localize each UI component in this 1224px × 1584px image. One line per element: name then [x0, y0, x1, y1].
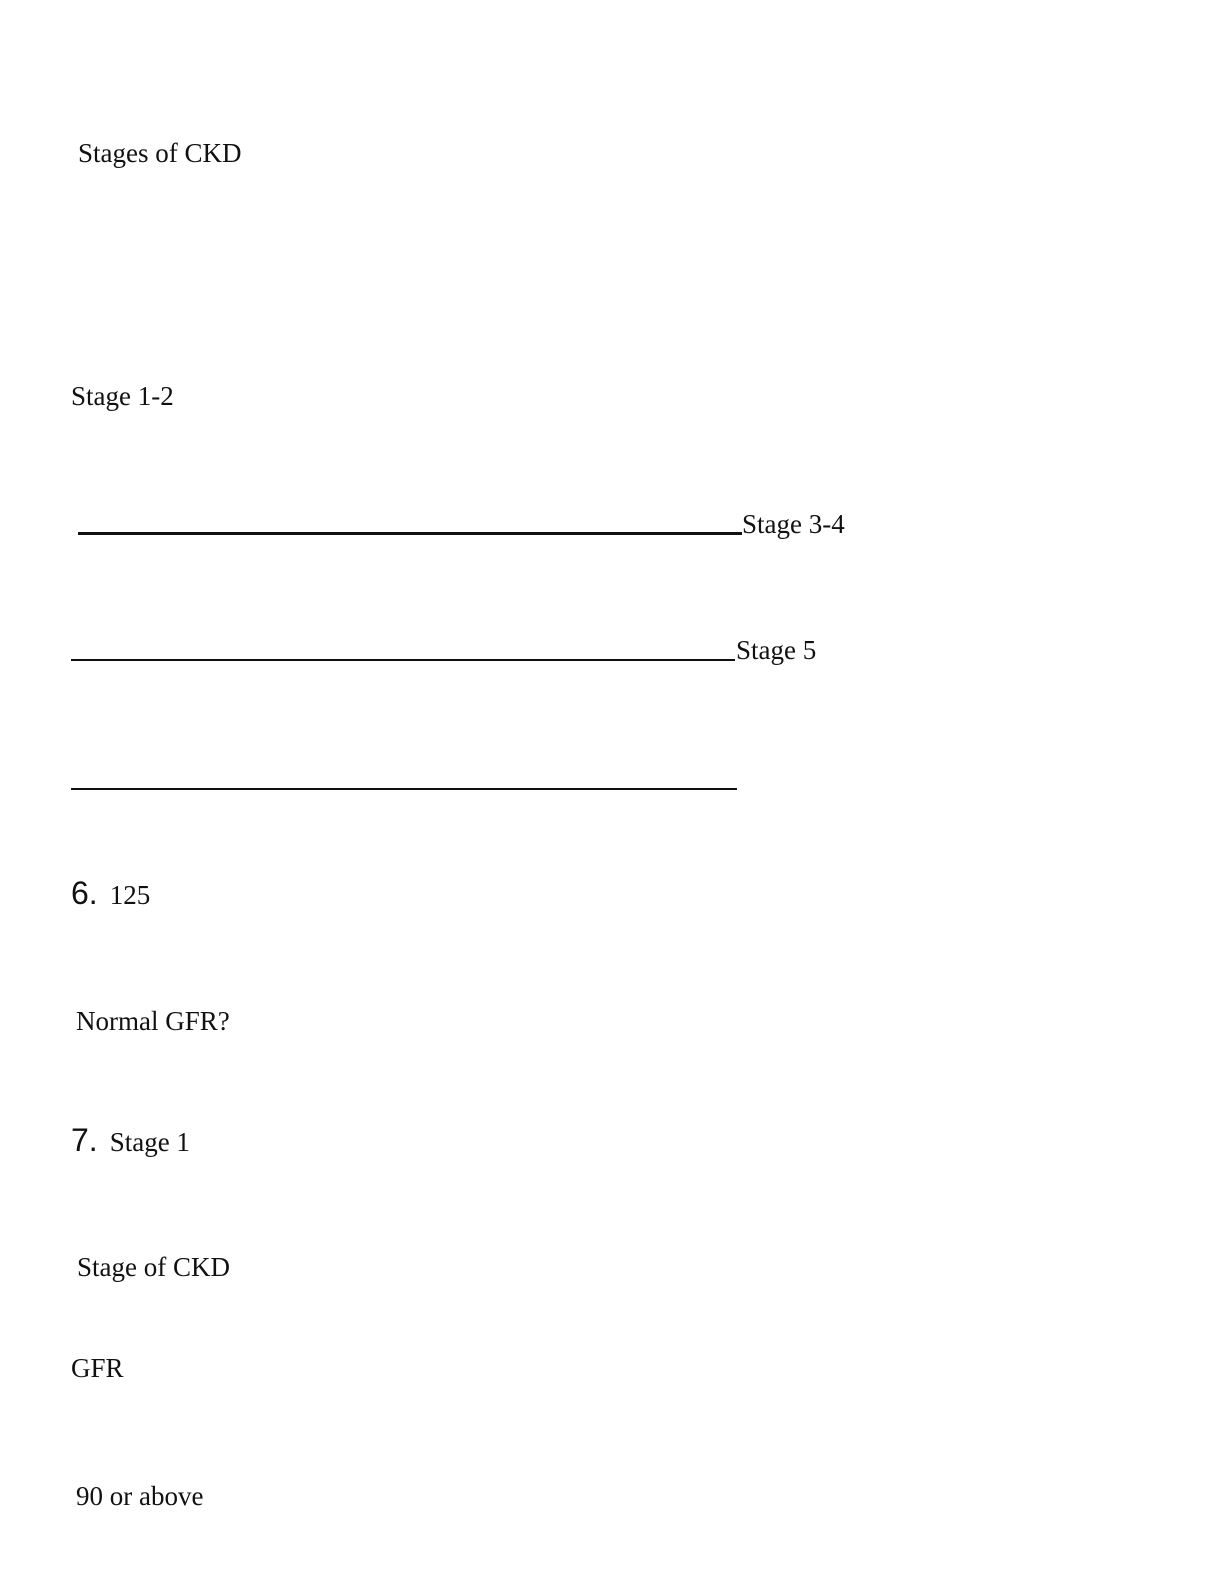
question-7 [71, 1124, 190, 1156]
question-6 [71, 877, 150, 909]
question-7-number: 7. [71, 1122, 98, 1158]
stage-5-label: Stage 5 [736, 635, 817, 665]
stage-of-ckd-label: Stage of CKD [77, 1252, 230, 1282]
question-6-text: 125 [109, 880, 151, 910]
question-6-number: 6. [71, 875, 98, 911]
gfr-value: 90 or above [76, 1481, 204, 1511]
blank-line-2 [71, 659, 735, 661]
normal-gfr-question: Normal GFR? [76, 1006, 230, 1036]
section-heading: Stages of CKD [78, 138, 242, 168]
gfr-label: GFR [71, 1353, 124, 1383]
stage-1-2-label: Stage 1-2 [71, 381, 174, 411]
blank-line-3 [71, 788, 737, 790]
question-7-text: Stage 1 [109, 1127, 190, 1157]
blank-line-1 [78, 532, 742, 535]
stage-3-4-label: Stage 3-4 [742, 509, 845, 539]
